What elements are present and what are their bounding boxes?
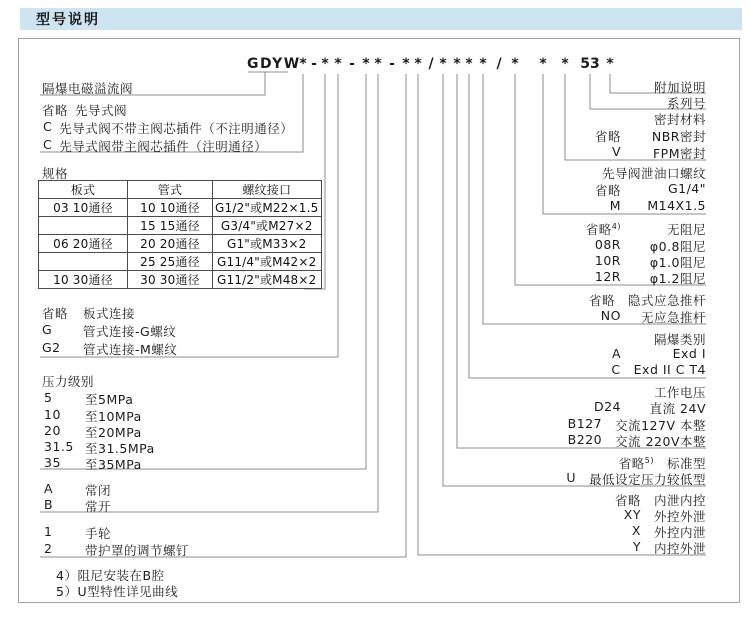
code-description: 隐式应急推杆	[627, 293, 706, 308]
pressure-row	[44, 390, 133, 408]
code-description: 管式连接-G螺纹	[83, 324, 177, 339]
code-token: *	[402, 56, 410, 72]
code-token: /	[428, 56, 434, 72]
code-description: 先导式阀	[75, 103, 128, 118]
code-token: *	[465, 56, 473, 72]
cell	[39, 253, 128, 271]
code-description: 带护罩的调节螺钉	[85, 543, 190, 558]
cell: 03 10通径	[39, 199, 128, 217]
cell: G11/2"或M48×2	[213, 271, 322, 289]
code-description: 至10MPa	[85, 409, 142, 424]
code-value: 省略	[594, 183, 621, 198]
footnote: 5）U型特性详见曲线	[56, 584, 179, 599]
code-value: D24	[593, 399, 621, 414]
code-token: *	[561, 56, 569, 72]
code-description: 无应急推杆	[640, 310, 706, 325]
code-value: 10R	[594, 253, 621, 268]
cell: 30 30通径	[128, 271, 213, 289]
code-value: 20	[44, 423, 61, 438]
code-description: 常闭	[85, 483, 112, 498]
voltage-section-label: 工作电压	[653, 385, 706, 400]
code-value: A	[611, 346, 621, 361]
code-token: *	[321, 56, 329, 72]
push-rod-row	[601, 308, 706, 326]
table-row	[39, 253, 322, 271]
code-value: 2	[44, 541, 53, 556]
code-value: 省略	[614, 493, 641, 508]
code-token: *	[334, 56, 342, 72]
table-row	[39, 199, 322, 217]
code-token: *	[299, 56, 307, 72]
code-value: B220	[567, 432, 603, 447]
code-value: 12R	[594, 269, 621, 284]
code-description: FPM密封	[652, 146, 706, 161]
damping-row	[586, 220, 706, 238]
cell: 10 10通径	[128, 199, 213, 217]
code-description: NBR密封	[651, 129, 706, 144]
variant-row	[566, 470, 706, 488]
control-drain-row	[633, 539, 706, 557]
additional-label: 附加说明	[653, 80, 706, 95]
cell: 06 20通径	[39, 235, 128, 253]
code-description: Exd I	[672, 346, 706, 361]
code-token: -	[349, 56, 355, 72]
cell: G1"或M33×2	[213, 235, 322, 253]
code-value: 35	[44, 455, 61, 470]
connection-row	[42, 340, 177, 358]
code-value: XY	[623, 507, 641, 522]
code-value: B	[44, 497, 54, 512]
code-value: 省略	[42, 306, 69, 321]
code-description: 外控外泄	[653, 509, 706, 524]
code-description: 至20MPa	[85, 425, 142, 440]
code-description: 外控内泄	[653, 525, 706, 540]
code-token: *	[606, 56, 614, 72]
cell: G11/4"或M42×2	[213, 253, 322, 271]
cell: 20 20通径	[128, 235, 213, 253]
code-value: 31.5	[44, 439, 74, 454]
model-code-prefix: GDYW	[247, 56, 301, 72]
voltage-row	[594, 399, 706, 417]
cell	[39, 217, 128, 235]
code-token: *	[374, 56, 382, 72]
spec-table-header	[39, 181, 322, 199]
code-description: φ0.8阻尼	[649, 239, 706, 254]
code-description: M14X1.5	[647, 198, 706, 213]
code-token: -	[311, 56, 317, 72]
code-value: NO	[600, 308, 621, 323]
code-value: B127	[567, 416, 603, 431]
explosion-class-label: 隔爆类别	[653, 332, 706, 347]
code-description: 无阻尼	[666, 222, 706, 237]
code-value: Y	[632, 539, 641, 554]
explosion-class-row	[612, 346, 706, 361]
seal-section-label: 密封材料	[653, 112, 706, 127]
voltage-row	[568, 432, 706, 450]
code-description: 板式连接	[83, 306, 136, 321]
code-description: Exd II C T4	[633, 362, 706, 377]
code-value: C	[611, 362, 621, 377]
code-description: 最低设定压力较低型	[588, 472, 706, 487]
code-description: 标准型	[666, 456, 706, 471]
pilot-row	[42, 101, 127, 119]
column-header: 管式	[128, 181, 213, 199]
code-value: C	[43, 119, 53, 134]
code-description: 内控外泄	[653, 541, 706, 556]
code-description: 交流 220V本整	[615, 434, 706, 449]
footnote-marker: 4)	[611, 221, 621, 231]
code-description: G1/4"	[667, 181, 706, 196]
code-value: M	[609, 198, 621, 213]
column-header: 螺纹接口	[213, 181, 322, 199]
code-value: 08R	[594, 237, 621, 252]
code-value: V	[611, 144, 621, 159]
code-token: -	[389, 56, 395, 72]
code-token: *	[453, 56, 461, 72]
code-token-series: 53	[580, 56, 600, 72]
code-description: φ1.0阻尼	[649, 255, 706, 270]
code-value: 省略	[594, 129, 621, 144]
code-description: 管式连接-M螺纹	[83, 342, 178, 357]
connection-row	[42, 304, 135, 322]
table-row	[39, 271, 322, 289]
seal-row	[612, 144, 706, 162]
pilot-row	[43, 119, 293, 137]
cell: G3/4"或M27×2	[213, 217, 322, 235]
page-title: 型号说明	[36, 12, 100, 28]
code-description: 交流127V 本整	[615, 418, 706, 433]
code-description: 先导式阀带主阀芯插件（注明通径）	[59, 139, 268, 154]
cell: 15 15通径	[128, 217, 213, 235]
valve-name-label: 隔爆电磁溢流阀	[42, 81, 134, 96]
title-bar	[20, 8, 742, 30]
code-value: 1	[44, 524, 53, 539]
pilot-drain-thread-label: 先导阀泄油口螺纹	[601, 166, 706, 181]
code-token: *	[414, 56, 422, 72]
code-description: 内泄内控	[653, 493, 706, 508]
code-token: *	[539, 56, 547, 72]
push-rod-row	[589, 291, 706, 309]
code-value: 省略$^{4)}$	[585, 221, 621, 237]
pilot-row	[43, 137, 267, 155]
normal-state-row	[44, 497, 111, 515]
code-description: 至35MPa	[85, 457, 142, 472]
adjuster-row	[44, 541, 189, 559]
code-value: 10	[44, 407, 61, 422]
code-description: 常开	[85, 499, 112, 514]
code-token: *	[479, 56, 487, 72]
code-value: 省略	[42, 103, 69, 118]
code-description: 直流 24V	[649, 401, 706, 416]
pressure-section-label: 压力级别	[42, 374, 95, 389]
code-value: C	[43, 137, 53, 152]
code-description: 至5MPa	[85, 392, 134, 407]
connection-row	[42, 322, 176, 340]
cell: 10 30通径	[39, 271, 128, 289]
pilot-drain-row	[610, 198, 706, 213]
code-value: X	[631, 523, 641, 538]
code-description: 手轮	[85, 526, 112, 541]
code-value: G	[42, 322, 53, 337]
code-description: 至31.5MPa	[85, 441, 155, 456]
code-value: A	[44, 481, 54, 496]
cell: 25 25通径	[128, 253, 213, 271]
code-value: 省略$^{5)}$	[618, 455, 654, 471]
code-description: φ1.2阻尼	[649, 271, 706, 286]
code-value: 5	[44, 390, 53, 405]
code-token: *	[511, 56, 519, 72]
table-row	[39, 235, 322, 253]
spec-section-label: 规格	[42, 166, 69, 181]
code-token: /	[496, 56, 502, 72]
series-label: 系列号	[666, 96, 706, 111]
table-row	[39, 217, 322, 235]
explosion-class-row	[611, 362, 706, 377]
code-value: 省略	[588, 293, 615, 308]
code-description: 先导式阀不带主阀芯插件（不注明通径）	[59, 121, 294, 136]
adjuster-row	[44, 524, 111, 542]
footnote: 4）阻尼安装在B腔	[56, 568, 165, 583]
code-value: U	[566, 470, 576, 485]
cell: G1/2"或M22×1.5	[213, 199, 322, 217]
pressure-row	[44, 455, 142, 473]
footnote-marker: 5)	[644, 455, 654, 465]
pilot-drain-row	[595, 181, 706, 199]
column-header: 板式	[39, 181, 128, 199]
code-token: *	[439, 56, 447, 72]
seal-row	[595, 127, 706, 145]
damping-row	[595, 269, 706, 287]
spec-table	[38, 180, 322, 289]
code-value: G2	[42, 340, 61, 355]
code-token: *	[362, 56, 370, 72]
